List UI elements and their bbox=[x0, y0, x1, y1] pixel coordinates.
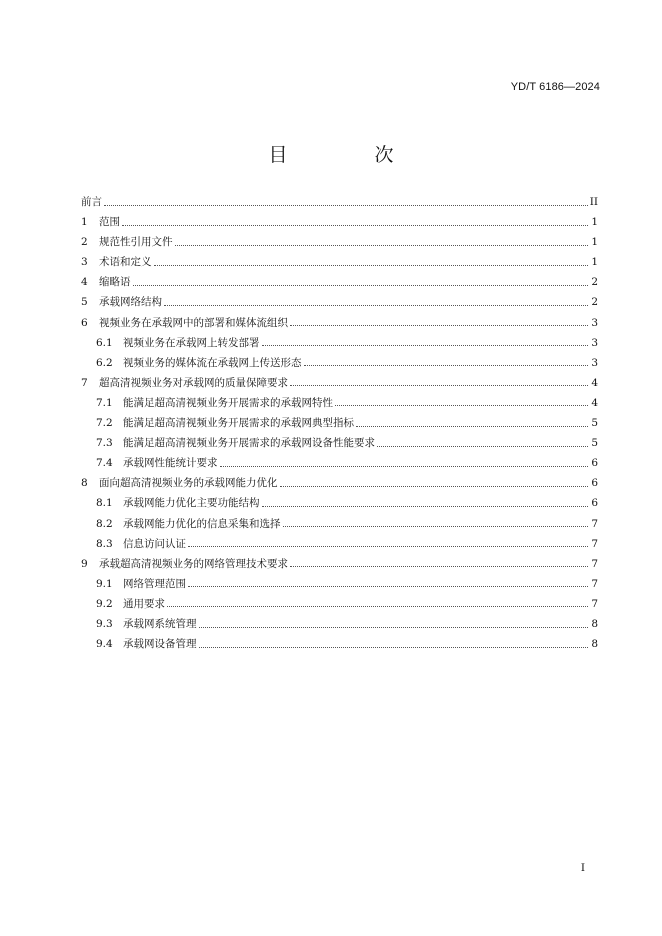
dot-leader bbox=[262, 345, 589, 346]
toc-entry-number: 7.4 bbox=[96, 457, 113, 470]
toc-entry-page: 1 bbox=[591, 256, 598, 269]
dot-leader bbox=[167, 606, 588, 607]
toc-entry-label: 规范性引用文件 bbox=[99, 236, 173, 249]
toc-entry[interactable] bbox=[81, 373, 598, 393]
toc-entry[interactable] bbox=[81, 272, 598, 292]
toc-entry[interactable] bbox=[81, 453, 598, 473]
dot-leader bbox=[175, 245, 589, 246]
toc-entry-number: 9.2 bbox=[96, 597, 113, 610]
toc-entry[interactable] bbox=[81, 333, 598, 353]
toc-entry-number: 1 bbox=[81, 216, 88, 229]
toc-entry-page: 1 bbox=[591, 216, 598, 229]
toc-entry-page: 7 bbox=[591, 517, 598, 530]
toc-entry-number: 3 bbox=[81, 256, 88, 269]
toc-entry-page: 6 bbox=[591, 497, 598, 510]
toc-entry[interactable] bbox=[81, 634, 598, 654]
dot-leader bbox=[356, 426, 588, 427]
toc-entry-number: 6.2 bbox=[96, 356, 113, 369]
toc-entry-label: 能满足超高清视频业务开展需求的承载网典型指标 bbox=[123, 417, 354, 430]
toc-entry-page: 5 bbox=[591, 437, 598, 450]
toc-entry-page: 7 bbox=[591, 577, 598, 590]
toc-entry-number: 2 bbox=[81, 236, 88, 249]
toc-entry[interactable] bbox=[81, 493, 598, 513]
toc-entry-number: 5 bbox=[81, 296, 88, 309]
toc-entry-label: 承载网设备管理 bbox=[123, 638, 197, 651]
toc-entry-number: 7.3 bbox=[96, 437, 113, 450]
toc-entry[interactable] bbox=[81, 252, 598, 272]
toc-entry[interactable] bbox=[81, 393, 598, 413]
toc-entry[interactable] bbox=[81, 413, 598, 433]
toc-entry-number: 9.1 bbox=[96, 577, 113, 590]
toc-entry[interactable] bbox=[81, 554, 598, 574]
toc-entry-page: 3 bbox=[591, 316, 598, 329]
toc-entry[interactable] bbox=[81, 574, 598, 594]
toc-entry[interactable] bbox=[81, 614, 598, 634]
toc-entry-label: 缩略语 bbox=[99, 276, 131, 289]
dot-leader bbox=[199, 647, 589, 648]
toc-entry-label: 承载网系统管理 bbox=[123, 617, 197, 630]
dot-leader bbox=[164, 305, 588, 306]
toc-entry[interactable] bbox=[81, 232, 598, 252]
toc-entry-label: 通用要求 bbox=[123, 597, 165, 610]
dot-leader bbox=[262, 506, 589, 507]
toc-entry-label: 术语和定义 bbox=[99, 256, 152, 269]
toc-entry-page: 3 bbox=[591, 336, 598, 349]
toc-entry-page: 6 bbox=[591, 477, 598, 490]
document-code: YD/T 6186—2024 bbox=[510, 81, 600, 93]
toc-entry[interactable] bbox=[81, 313, 598, 333]
toc-entry-page: 6 bbox=[591, 457, 598, 470]
toc-entry-page: 4 bbox=[591, 396, 598, 409]
toc-entry-label: 承载网性能统计要求 bbox=[123, 457, 218, 470]
toc-entry[interactable] bbox=[81, 473, 598, 493]
toc-entry-number: 8.2 bbox=[96, 517, 113, 530]
toc-entry-page: 7 bbox=[591, 597, 598, 610]
toc-entry[interactable] bbox=[81, 534, 598, 554]
toc-entry-number: 6 bbox=[81, 316, 88, 329]
toc-entry-number: 7.2 bbox=[96, 417, 113, 430]
toc-entry-label: 承载网能力优化的信息采集和选择 bbox=[123, 517, 281, 530]
toc-entry-page: 7 bbox=[591, 557, 598, 570]
toc-entry-label: 前言 bbox=[81, 196, 102, 208]
toc-entry[interactable] bbox=[81, 212, 598, 232]
toc-entry-label: 面向超高清视频业务的承载网能力优化 bbox=[99, 477, 278, 490]
page-number: I bbox=[580, 862, 585, 874]
toc-entry-page: 4 bbox=[591, 376, 598, 389]
toc-entry-label: 能满足超高清视频业务开展需求的承载网特性 bbox=[123, 396, 333, 409]
toc-entry[interactable] bbox=[81, 433, 598, 453]
toc-entry-page: 2 bbox=[591, 276, 598, 289]
dot-leader bbox=[199, 627, 589, 628]
toc-entry-page: 1 bbox=[591, 236, 598, 249]
toc-entry[interactable] bbox=[81, 192, 598, 212]
toc-entry-label: 信息访问认证 bbox=[123, 537, 186, 550]
dot-leader bbox=[188, 586, 588, 587]
toc-entry-label: 范围 bbox=[99, 216, 120, 229]
toc-entry-label: 承载网能力优化主要功能结构 bbox=[123, 497, 260, 510]
dot-leader bbox=[290, 325, 588, 326]
toc-entry-page: 3 bbox=[591, 356, 598, 369]
toc-entry-page: 5 bbox=[591, 417, 598, 430]
toc-entry-page: II bbox=[589, 196, 598, 208]
table-of-contents bbox=[81, 192, 598, 654]
toc-entry-number: 9.3 bbox=[96, 617, 113, 630]
toc-entry-page: 8 bbox=[591, 617, 598, 630]
dot-leader bbox=[335, 405, 588, 406]
dot-leader bbox=[133, 285, 589, 286]
toc-entry-label: 网络管理范围 bbox=[123, 577, 186, 590]
toc-entry-label: 承载超高清视频业务的网络管理技术要求 bbox=[99, 557, 288, 570]
toc-entry-label: 视频业务的媒体流在承载网上传送形态 bbox=[123, 356, 302, 369]
toc-entry-page: 7 bbox=[591, 537, 598, 550]
toc-entry-label: 能满足超高清视频业务开展需求的承载网设备性能要求 bbox=[123, 437, 375, 450]
dot-leader bbox=[104, 205, 588, 206]
toc-entry-number: 7 bbox=[81, 376, 88, 389]
dot-leader bbox=[304, 365, 589, 366]
toc-entry-number: 9 bbox=[81, 557, 88, 570]
toc-entry-number: 8.3 bbox=[96, 537, 113, 550]
toc-entry-number: 8 bbox=[81, 477, 88, 490]
toc-entry-number: 4 bbox=[81, 276, 88, 289]
toc-entry[interactable] bbox=[81, 292, 598, 312]
toc-entry-number: 8.1 bbox=[96, 497, 113, 510]
toc-entry-page: 2 bbox=[591, 296, 598, 309]
dot-leader bbox=[220, 466, 589, 467]
toc-entry-label: 承载网络结构 bbox=[99, 296, 162, 309]
toc-entry-number: 6.1 bbox=[96, 336, 113, 349]
toc-entry-label: 视频业务在承载网上转发部署 bbox=[123, 336, 260, 349]
dot-leader bbox=[290, 385, 588, 386]
dot-leader bbox=[283, 526, 589, 527]
dot-leader bbox=[377, 446, 588, 447]
toc-entry-page: 8 bbox=[591, 638, 598, 651]
toc-entry[interactable] bbox=[81, 594, 598, 614]
dot-leader bbox=[154, 265, 589, 266]
dot-leader bbox=[122, 225, 588, 226]
page-title: 目 次 bbox=[268, 144, 428, 166]
toc-entry[interactable] bbox=[81, 514, 598, 534]
dot-leader bbox=[290, 566, 588, 567]
toc-entry[interactable] bbox=[81, 353, 598, 373]
toc-entry-number: 9.4 bbox=[96, 638, 113, 651]
dot-leader bbox=[280, 486, 589, 487]
dot-leader bbox=[188, 546, 588, 547]
toc-entry-label: 视频业务在承载网中的部署和媒体流组织 bbox=[99, 316, 288, 329]
toc-entry-number: 7.1 bbox=[96, 396, 113, 409]
toc-entry-label: 超高清视频业务对承载网的质量保障要求 bbox=[99, 376, 288, 389]
